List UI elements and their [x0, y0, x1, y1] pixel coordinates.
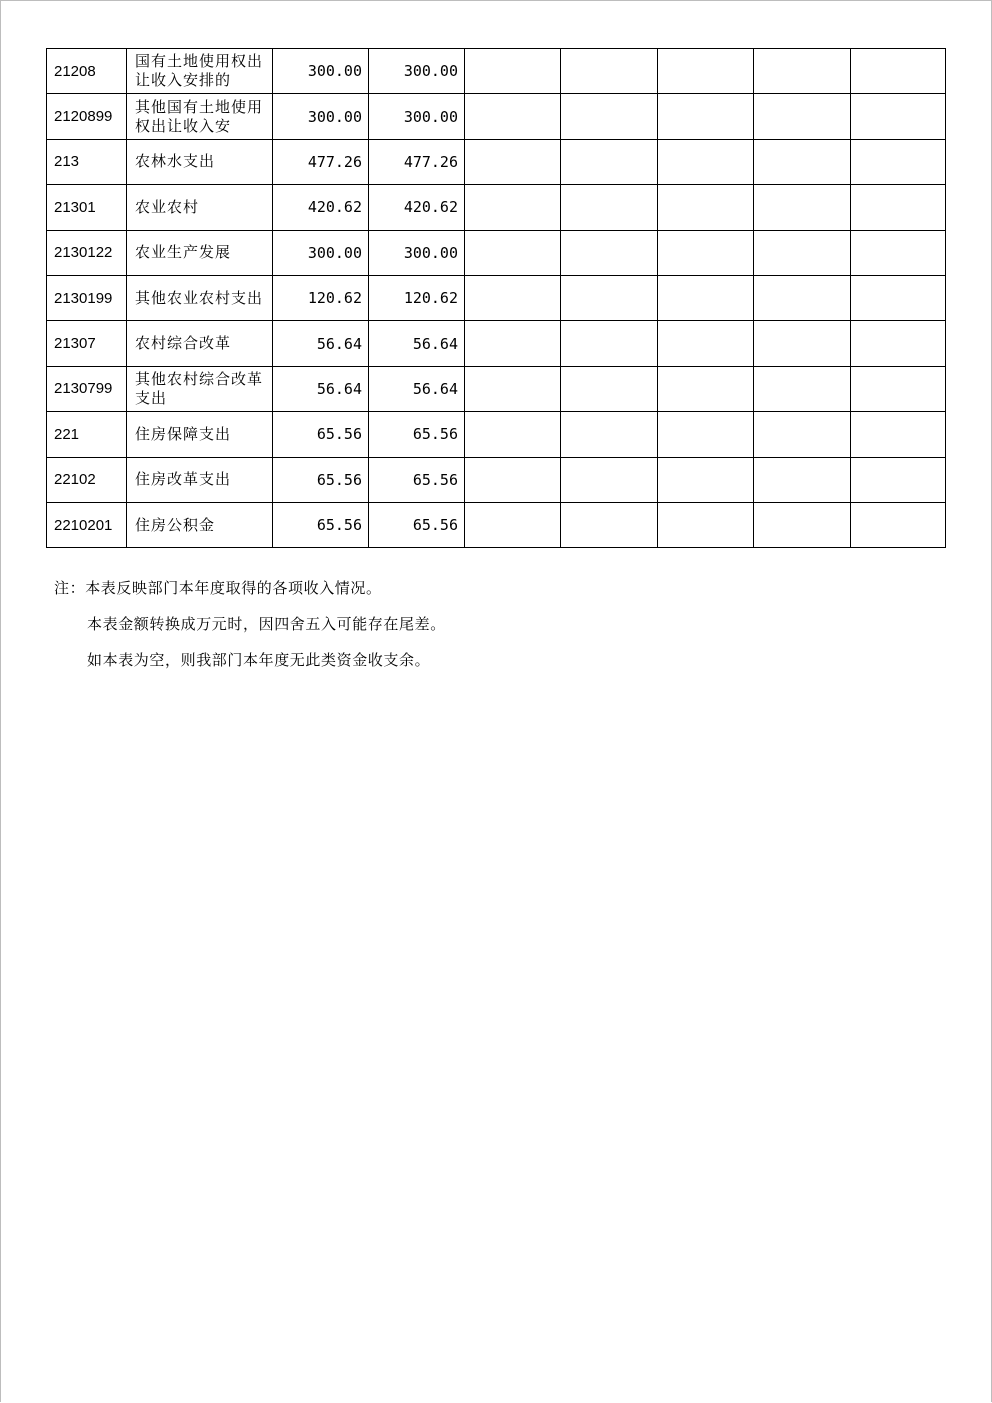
cell-empty [561, 366, 658, 411]
cell-name [127, 412, 273, 457]
cell-name [127, 275, 273, 320]
cell-code: 21301 [47, 185, 127, 230]
cell-empty [658, 139, 754, 184]
cell-code: 2130199 [47, 275, 127, 320]
cell-name-text: 农业农村 [135, 197, 200, 216]
cell-name [127, 457, 273, 502]
cell-empty [561, 502, 658, 547]
cell-empty [561, 275, 658, 320]
cell-empty [754, 366, 851, 411]
cell-empty [465, 502, 561, 547]
table-row [47, 185, 946, 230]
cell-amount-c1: 65.56 [273, 412, 369, 457]
cell-empty [754, 230, 851, 275]
table-row [47, 275, 946, 320]
cell-amount-c2: 65.56 [369, 412, 465, 457]
cell-empty [851, 366, 946, 411]
cell-amount-c2: 65.56 [369, 502, 465, 547]
cell-empty [465, 321, 561, 366]
cell-empty [658, 185, 754, 230]
table-row [47, 139, 946, 184]
cell-amount-c1: 65.56 [273, 502, 369, 547]
cell-empty [851, 230, 946, 275]
cell-empty [754, 49, 851, 94]
cell-name-text: 住房公积金 [135, 515, 216, 534]
cell-name [127, 139, 273, 184]
cell-empty [754, 139, 851, 184]
cell-name-text: 农村综合改革 [135, 334, 232, 353]
cell-empty [851, 502, 946, 547]
cell-amount-c2: 300.00 [369, 230, 465, 275]
cell-amount-c2: 300.00 [369, 94, 465, 139]
cell-empty [658, 94, 754, 139]
cell-code: 21307 [47, 321, 127, 366]
cell-empty [851, 185, 946, 230]
cell-amount-c1: 300.00 [273, 94, 369, 139]
cell-empty [465, 185, 561, 230]
cell-amount-c2: 420.62 [369, 185, 465, 230]
cell-name [127, 230, 273, 275]
table-row [47, 502, 946, 547]
cell-empty [754, 94, 851, 139]
cell-empty [754, 275, 851, 320]
cell-empty [658, 502, 754, 547]
cell-code: 22102 [47, 457, 127, 502]
cell-name [127, 502, 273, 547]
cell-empty [754, 185, 851, 230]
cell-empty [851, 94, 946, 139]
note-line-1: 注：本表反映部门本年度取得的各项收入情况。 [54, 579, 382, 597]
cell-name-text: 国有土地使用权出让收入安排的 [135, 52, 264, 90]
cell-empty [851, 49, 946, 94]
cell-empty [658, 230, 754, 275]
cell-empty [658, 366, 754, 411]
cell-empty [561, 321, 658, 366]
cell-amount-c2: 56.64 [369, 321, 465, 366]
cell-empty [561, 230, 658, 275]
cell-amount-c2: 120.62 [369, 275, 465, 320]
note-line-2: 本表金额转换成万元时，因四舍五入可能存在尾差。 [87, 615, 446, 633]
table-row [47, 94, 946, 139]
cell-name-text: 其他国有土地使用权出让收入安 [135, 97, 264, 135]
table-row [47, 366, 946, 411]
cell-empty [561, 412, 658, 457]
cell-empty [851, 412, 946, 457]
cell-name [127, 185, 273, 230]
cell-amount-c2: 300.00 [369, 49, 465, 94]
cell-name [127, 321, 273, 366]
budget-table [46, 48, 946, 548]
cell-empty [561, 139, 658, 184]
table-body [47, 49, 946, 548]
cell-empty [465, 230, 561, 275]
cell-name [127, 49, 273, 94]
cell-amount-c1: 56.64 [273, 321, 369, 366]
cell-empty [465, 139, 561, 184]
cell-amount-c2: 477.26 [369, 139, 465, 184]
cell-code: 2130122 [47, 230, 127, 275]
cell-code: 213 [47, 139, 127, 184]
table-row [47, 230, 946, 275]
cell-empty [851, 321, 946, 366]
cell-code: 21208 [47, 49, 127, 94]
cell-name-text: 住房改革支出 [135, 470, 232, 489]
cell-amount-c1: 120.62 [273, 275, 369, 320]
cell-code: 2130799 [47, 366, 127, 411]
cell-empty [658, 275, 754, 320]
cell-empty [465, 94, 561, 139]
cell-amount-c1: 300.00 [273, 230, 369, 275]
table-notes [54, 578, 446, 686]
cell-empty [561, 94, 658, 139]
cell-name-text: 其他农村综合改革支出 [135, 369, 264, 407]
cell-empty [465, 49, 561, 94]
cell-name [127, 94, 273, 139]
cell-empty [851, 139, 946, 184]
cell-empty [851, 457, 946, 502]
cell-empty [658, 457, 754, 502]
note-line-3: 如本表为空，则我部门本年度无此类资金收支余。 [87, 651, 431, 669]
cell-amount-c1: 56.64 [273, 366, 369, 411]
cell-code: 2210201 [47, 502, 127, 547]
cell-empty [754, 321, 851, 366]
cell-empty [561, 49, 658, 94]
cell-empty [754, 412, 851, 457]
cell-amount-c2: 56.64 [369, 366, 465, 411]
cell-empty [465, 457, 561, 502]
cell-code: 221 [47, 412, 127, 457]
table-row [47, 412, 946, 457]
cell-empty [754, 502, 851, 547]
cell-code: 2120899 [47, 94, 127, 139]
cell-empty [658, 412, 754, 457]
cell-name [127, 366, 273, 411]
cell-empty [658, 49, 754, 94]
cell-empty [465, 275, 561, 320]
table-row [47, 321, 946, 366]
cell-amount-c1: 477.26 [273, 139, 369, 184]
cell-empty [465, 412, 561, 457]
cell-empty [561, 457, 658, 502]
cell-name-text: 农林水支出 [135, 152, 216, 171]
cell-empty [561, 185, 658, 230]
cell-amount-c1: 420.62 [273, 185, 369, 230]
table-row [47, 49, 946, 94]
cell-name-text: 农业生产发展 [135, 243, 232, 262]
cell-name-text: 其他农业农村支出 [135, 288, 264, 307]
table-row [47, 457, 946, 502]
cell-empty [851, 275, 946, 320]
cell-name-text: 住房保障支出 [135, 424, 232, 443]
cell-empty [658, 321, 754, 366]
cell-empty [754, 457, 851, 502]
cell-amount-c1: 300.00 [273, 49, 369, 94]
cell-empty [465, 366, 561, 411]
cell-amount-c2: 65.56 [369, 457, 465, 502]
cell-amount-c1: 65.56 [273, 457, 369, 502]
